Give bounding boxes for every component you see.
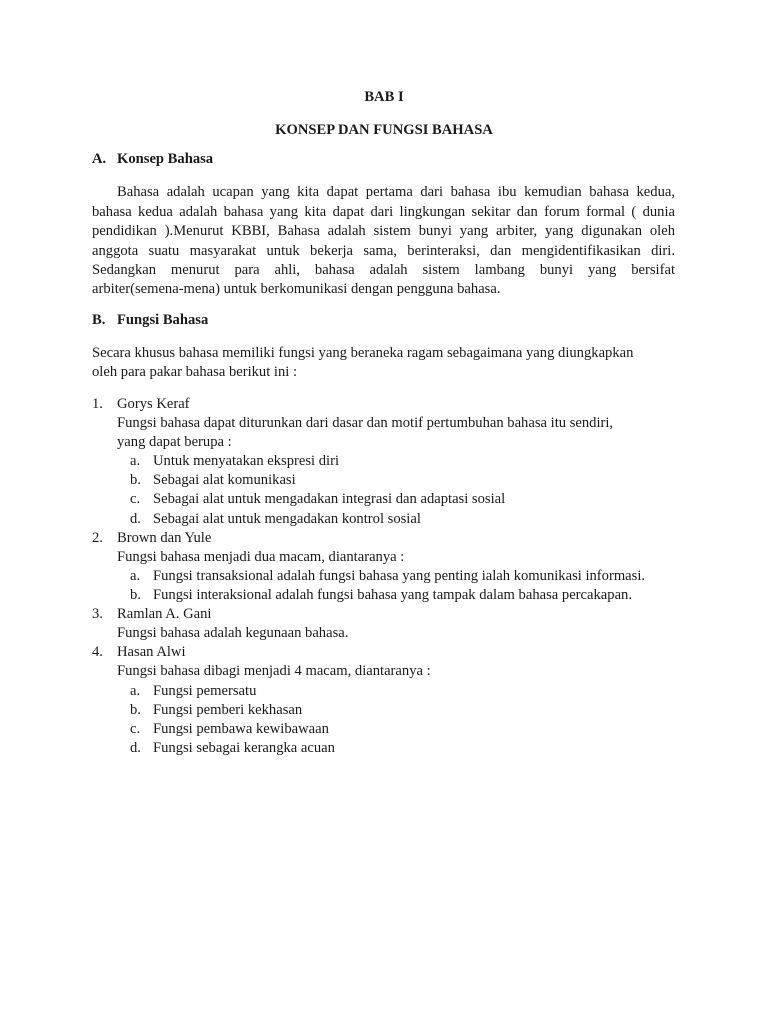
list-letter: a. <box>130 568 141 584</box>
section-a-label: A. <box>92 151 107 167</box>
paragraph-line: Bahasa adalah ucapan yang kita dapat pertama dari bahasa ibu kemudian bahasa kedua, <box>117 184 675 200</box>
list-item: Fungsi interaksional adalah fungsi bahasa yang tampak dalam bahasa percakapan. <box>153 587 632 603</box>
list-item: Fungsi sebagai kerangka acuan <box>153 740 335 756</box>
list-number: 2. <box>92 530 103 546</box>
list-letter: b. <box>130 472 141 488</box>
expert-name: Gorys Keraf <box>117 396 190 412</box>
list-letter: a. <box>130 683 141 699</box>
paragraph-line: anggota suatu masyarakat untuk bekerja sama, berinteraksi, dan mengidentifikasikan diri. <box>92 243 675 259</box>
paragraph-line: Sedangkan menurut para ahli, bahasa adalah sistem lambang bunyi yang bersifat <box>92 262 675 278</box>
section-b-heading: Fungsi Bahasa <box>117 312 209 328</box>
list-number: 1. <box>92 396 103 412</box>
expert-description: Fungsi bahasa dapat diturunkan dari dasar dan motif pertumbuhan bahasa itu sendiri, <box>117 415 614 431</box>
list-letter: b. <box>130 587 141 603</box>
section-a-heading: Konsep Bahasa <box>117 151 214 167</box>
list-letter: a. <box>130 453 141 469</box>
list-letter: c. <box>130 491 141 507</box>
paragraph-line: arbiter(semena-mena) untuk berkomunikasi dengan pengguna bahasa. <box>92 281 501 297</box>
list-item: Fungsi pemberi kekhasan <box>153 702 303 718</box>
page-title: KONSEP DAN FUNGSI BAHASA <box>275 122 493 138</box>
chapter-label: BAB I <box>364 89 404 105</box>
intro-line: Secara khusus bahasa memiliki fungsi yang beraneka ragam sebagaimana yang diungkapkan <box>92 345 634 361</box>
expert-description: yang dapat berupa : <box>117 434 232 450</box>
expert-description: Fungsi bahasa dibagi menjadi 4 macam, diantaranya : <box>117 663 431 679</box>
expert-name: Brown dan Yule <box>117 530 212 546</box>
list-letter: b. <box>130 702 141 718</box>
intro-line: oleh para pakar bahasa berikut ini : <box>92 364 298 380</box>
list-item: Fungsi transaksional adalah fungsi bahasa yang penting ialah komunikasi informasi. <box>153 568 646 584</box>
list-letter: c. <box>130 721 141 737</box>
expert-name: Hasan Alwi <box>117 644 186 660</box>
list-number: 3. <box>92 606 103 622</box>
paragraph-line: pendidikan ).Menurut KBBI, Bahasa adalah sistem bunyi yang arbiter, yang digunakan oleh <box>92 223 675 239</box>
list-number: 4. <box>92 644 103 660</box>
section-b-label: B. <box>92 312 106 328</box>
paragraph-line: bahasa kedua adalah bahasa yang kita dapat dari lingkungan sekitar dan forum formal ( dunia <box>92 204 675 220</box>
list-letter: d. <box>130 511 141 527</box>
list-item: Sebagai alat untuk mengadakan integrasi dan adaptasi sosial <box>153 491 506 507</box>
list-letter: d. <box>130 740 141 756</box>
list-item: Sebagai alat komunikasi <box>153 472 296 488</box>
list-item: Fungsi pembawa kewibawaan <box>153 721 329 737</box>
list-item: Fungsi pemersatu <box>153 683 257 699</box>
expert-name: Ramlan A. Gani <box>117 606 212 622</box>
expert-description: Fungsi bahasa menjadi dua macam, diantaranya : <box>117 549 405 565</box>
expert-description: Fungsi bahasa adalah kegunaan bahasa. <box>117 625 349 641</box>
list-item: Sebagai alat untuk mengadakan kontrol sosial <box>153 511 421 527</box>
list-item: Untuk menyatakan ekspresi diri <box>153 453 340 469</box>
